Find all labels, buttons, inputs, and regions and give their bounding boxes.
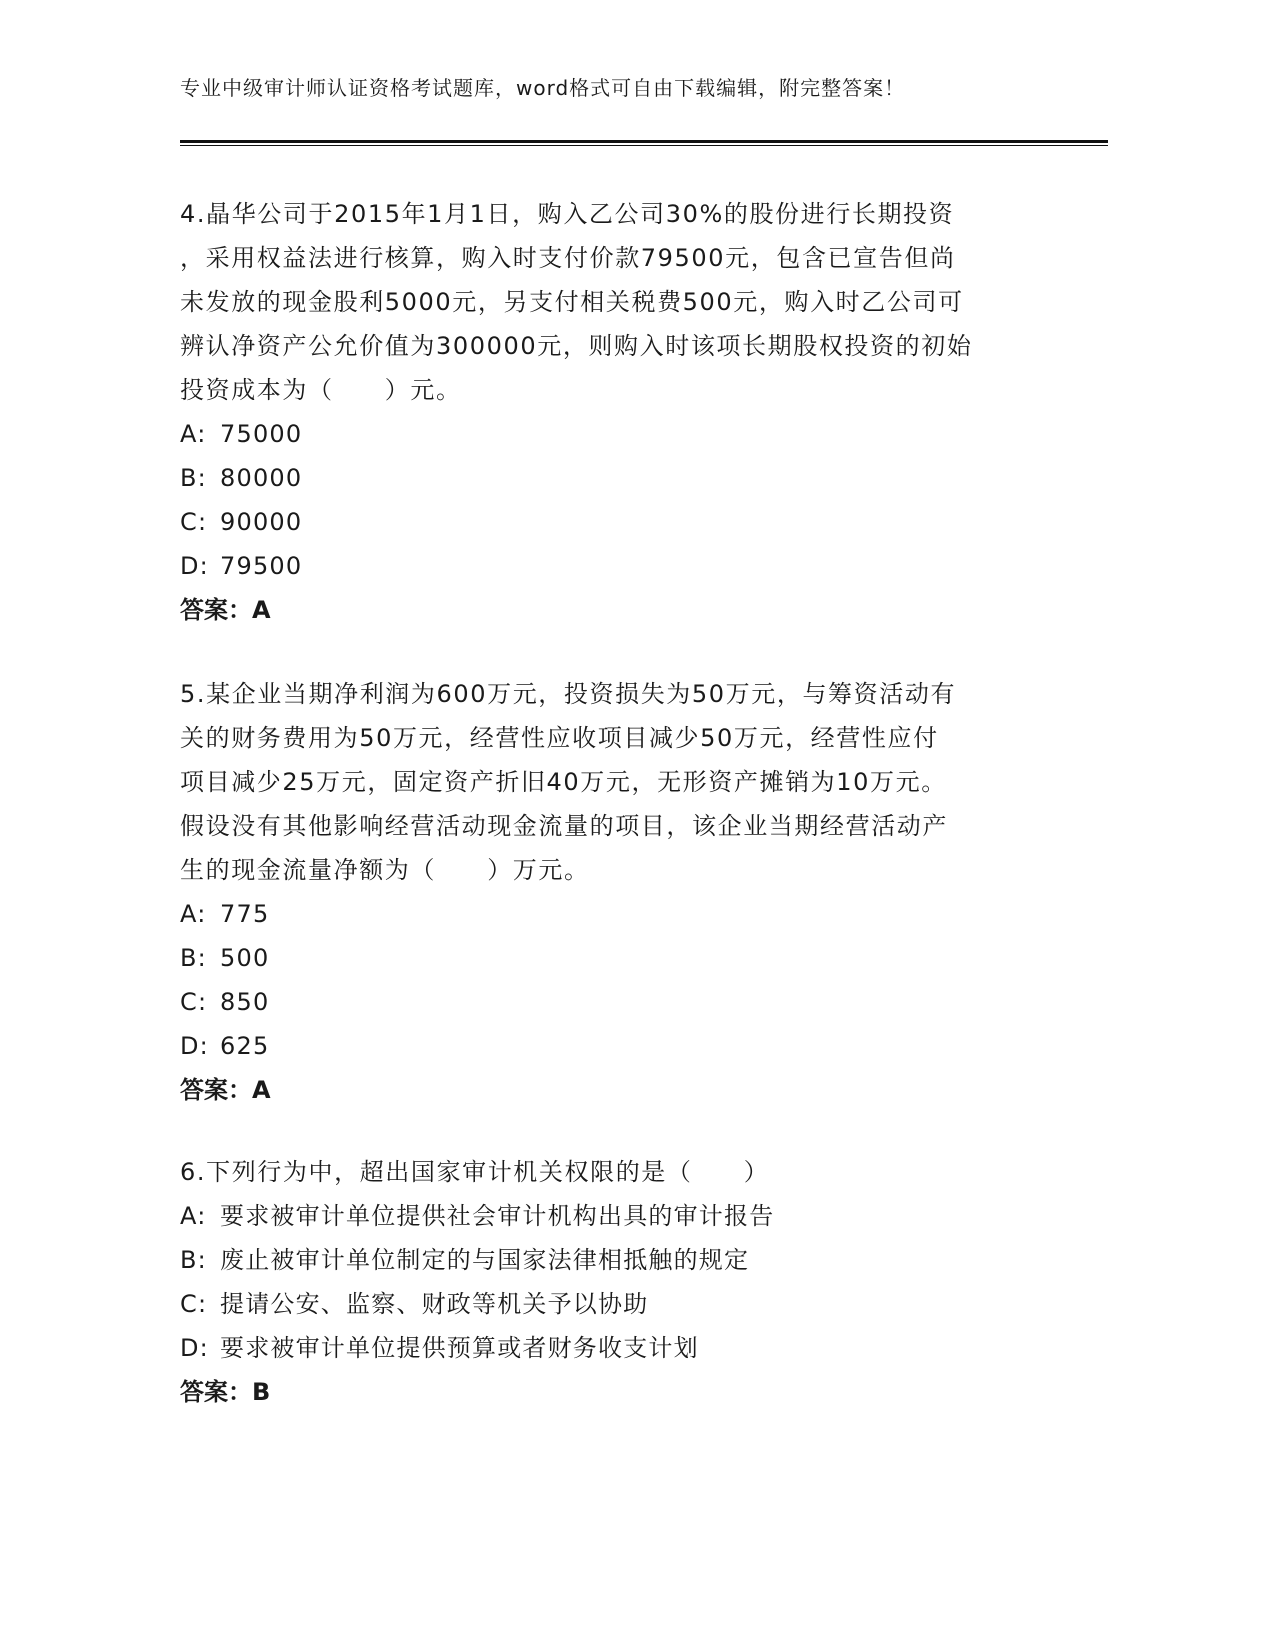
question-5 [180,672,1040,1112]
stem-line: 关的财务费用为50万元，经营性应收项目减少50万元，经营性应付 [180,724,939,752]
option-letter: D: [180,1032,209,1060]
option-letter: A: [180,420,207,448]
option-letter: A: [180,1202,207,1230]
option-text: 500 [220,944,270,972]
stem-line: 辨认净资产公允价值为300000元，则购入时该项长期股权投资的初始 [180,332,973,360]
option-c [180,500,1040,544]
option-b [180,456,1040,500]
option-letter: B: [180,464,207,492]
page-header: 专业中级审计师认证资格考试题库，word格式可自由下载编辑，附完整答案！ [180,76,906,100]
option-text: 90000 [220,508,303,536]
option-text: 850 [220,988,270,1016]
option-letter: D: [180,552,209,580]
header-divider-thin [180,145,1108,146]
option-letter: C: [180,1290,208,1318]
option-d [180,1326,1040,1370]
option-a [180,412,1040,456]
stem-line: 6.下列行为中，超出国家审计机关权限的是（ ） [180,1158,770,1186]
option-b [180,936,1040,980]
option-letter: A: [180,900,207,928]
option-d [180,544,1040,588]
option-text: 废止被审计单位制定的与国家法律相抵触的规定 [220,1246,750,1274]
option-b [180,1238,1040,1282]
stem-line: 未发放的现金股利5000元，另支付相关税费500元，购入时乙公司可 [180,288,964,316]
option-text: 75000 [220,420,303,448]
stem-line: 假设没有其他影响经营活动现金流量的项目，该企业当期经营活动产 [180,812,948,840]
stem-line: 生的现金流量净额为（ ）万元。 [180,856,590,884]
option-text: 79500 [220,552,303,580]
question-stem [180,192,1040,412]
option-a [180,1194,1040,1238]
option-text: 80000 [220,464,303,492]
header-divider-thick [180,140,1108,143]
stem-line: 5.某企业当期净利润为600万元，投资损失为50万元，与筹资活动有 [180,680,957,708]
question-stem [180,1150,1040,1194]
option-letter: C: [180,988,208,1016]
option-text: 775 [220,900,270,928]
option-text: 提请公安、监察、财政等机关予以协助 [220,1290,649,1318]
option-letter: C: [180,508,208,536]
option-text: 要求被审计单位提供社会审计机构出具的审计报告 [220,1202,775,1230]
option-d [180,1024,1040,1068]
stem-line: ，采用权益法进行核算，购入时支付价款79500元，包含已宣告但尚 [180,244,956,272]
stem-line: 投资成本为（ ）元。 [180,376,462,404]
option-letter: D: [180,1334,209,1362]
stem-line: 项目减少25万元，固定资产折旧40万元，无形资产摊销为10万元。 [180,768,947,796]
option-letter: B: [180,944,207,972]
stem-line: 4.晶华公司于2015年1月1日，购入乙公司30%的股份进行长期投资 [180,200,955,228]
option-text: 要求被审计单位提供预算或者财务收支计划 [220,1334,699,1362]
answer-line: 答案：B [180,1378,271,1406]
option-letter: B: [180,1246,207,1274]
option-c [180,1282,1040,1326]
option-c [180,980,1040,1024]
answer-line: 答案：A [180,596,271,624]
answer-line: 答案：A [180,1076,271,1104]
question-6 [180,1150,1040,1414]
question-4 [180,192,1040,632]
question-stem [180,672,1040,892]
option-a [180,892,1040,936]
option-text: 625 [220,1032,270,1060]
